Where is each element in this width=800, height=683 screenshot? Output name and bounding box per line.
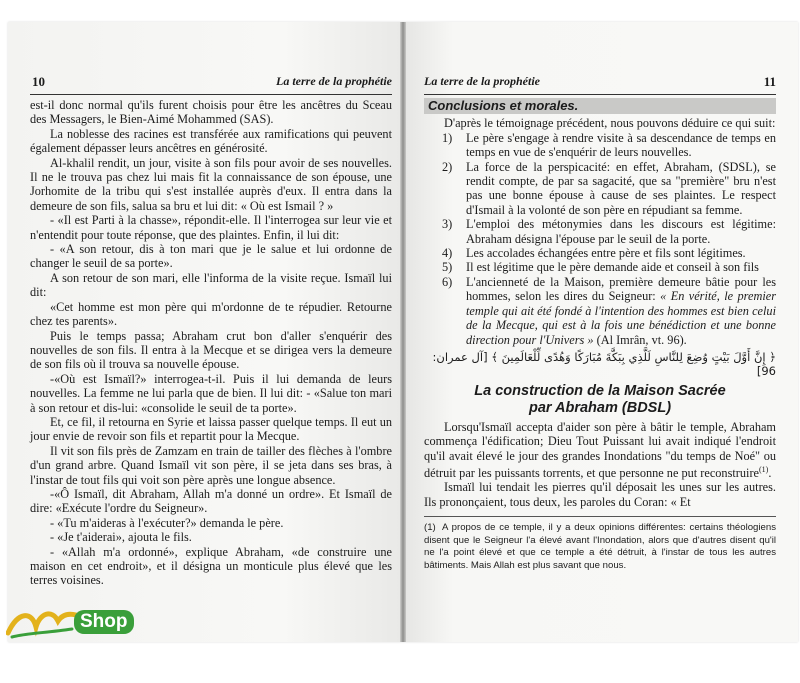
item-text: La force de la perspicacité: en effet, Abraham, (SDSL), se rendit compte, de par sa sagacité, que sa "première" bru n'est pas une bonne épouse à cause de ses plaintes. Le respect d'Ismail à la volonté de son père en répudiant sa femme. xyxy=(466,159,776,217)
section-title: Conclusions et morales. xyxy=(424,98,776,114)
paragraph: - «Allah m'a ordonné», explique Abraham, «de construire une maison en cet endroit», et il désigna un monticule plus élevé que les terres voisines. xyxy=(30,544,392,588)
left-page-header xyxy=(32,74,392,92)
paragraph-text: Lorsqu'Ismaïl accepta d'aider son père à bâtir le temple, Abraham commença l'édification; Dieu Tout Puissant lui avait indiqué l'endroit qu'il avait élevé le jour des grandes Inondations "du temps de Noé" ou détruit par les puissants torrents, et que personne ne put reconstruire xyxy=(424,419,776,481)
right-page xyxy=(406,22,798,642)
footnote-text: A propos de ce temple, il y a deux opinions différentes: certains théologiens disent que le Seigneur l'a élevé avant l'Inondation, alors que d'autres disent qu'il ne l'a point élevé et que ce temple a été détruit, à l'instar de tous les autres bâtiments. Mais Allah est plus savant que nous. xyxy=(424,522,776,572)
paragraph: Ismaïl lui tendait les pierres qu'il déposait les unes sur les autres. Ils prononçaient, tous deux, les paroles du Coran: « Et xyxy=(424,480,776,509)
list-item xyxy=(424,246,776,260)
paragraph: - «Il est Parti à la chasse», répondit-elle. Il l'interrogea sur leur vie et n'entendit pour toute réponse, que des plaintes. Enfin, il lui dit: xyxy=(30,213,392,242)
paragraph: - «Je t'aiderai», ajouta le fils. xyxy=(50,530,192,545)
item-text-end: (Al Imrân, vt. 96). xyxy=(593,332,687,347)
item-text: Le père s'engage à rendre visite à sa descendance de temps en temps en vue de s'enquérir de leurs nouvelles. xyxy=(466,130,776,160)
paragraph: - «A son retour, dis à ton mari que je le salue et lui ordonne de changer le seuil de sa porte». xyxy=(30,242,392,271)
paragraph: Puis le temps passa; Abraham crut bon d'aller s'enquérir des nouvelles de son fils. Il entra à la Mecque et se dirigea vers la demeure de son fils où il trouva sa nouvelle épouse. xyxy=(30,328,392,372)
list-item xyxy=(424,275,776,347)
left-page-body xyxy=(30,98,392,588)
subheading xyxy=(424,383,776,417)
item-number: 5) xyxy=(442,260,453,275)
item-number: 3) xyxy=(442,217,453,232)
paragraph: Al-khalil rendit, un jour, visite à son fils pour avoir de ses nouvelles. Il ne le trouva pas chez lui mais fit la connaissance de son épouse, une Jorhomite de la tribu qui s'est installée auprès d'eux. Il entra dans la demeure de son fils, salua sa bru et lui dit: « Où est Ismail ? » xyxy=(30,155,392,213)
conclusions-list xyxy=(424,131,776,347)
paragraph: -«Où est Ismaïl?» interrogea-t-il. Puis il lui demanda de leurs nouvelles. La femme ne lui parla que de bien. Il lui dit: - «Salue ton mari à son retour et dis-lui: «consolide le seuil de ta porte». xyxy=(30,371,392,415)
paragraph: - «Tu m'aideras à l'exécuter?» demanda le père. xyxy=(50,515,284,530)
left-running-title: La terre de la prophétie xyxy=(276,74,392,88)
header-rule xyxy=(30,94,392,95)
item-text: L'ancienneté de la Maison, première demeure bâtie pour les hommes, selon les dires du Seigneur: xyxy=(466,274,776,304)
paragraph: La noblesse des racines est transférée aux ramifications qui peuvent également dépasser leurs ancêtres en générosité. xyxy=(30,126,392,156)
subheading-line: La construction de la Maison Sacrée xyxy=(474,382,726,399)
paragraph-end: . xyxy=(768,466,772,481)
item-number: 2) xyxy=(442,159,453,174)
footnote-rule xyxy=(424,516,776,517)
item-number: 6) xyxy=(442,274,453,289)
list-item xyxy=(424,131,776,160)
left-page xyxy=(8,22,400,642)
item-number: 1) xyxy=(442,130,453,145)
shop-logo[interactable] xyxy=(6,603,136,643)
arabic-verse: ﴿ إِنَّ أَوَّلَ بَيْتٍ وُضِعَ لِلنَّاسِ لَلَّذِي بِبَكَّةَ مُبَارَكًا وَهُدًى لِّلْعَالَمِينَ ﴾ [آل عمران: 96] xyxy=(432,349,776,379)
left-page-number: 10 xyxy=(32,74,45,89)
item-text: Il est légitime que le père demande aide et conseil à son fils xyxy=(466,260,759,275)
paragraph: Il vit son fils près de Zamzam en train de tailler des flèches à l'ombre d'un grand arbre. Quand Ismaïl vit son père, il se jeta dans ses bras, à l'instar de tout fils qui voit son père après une longue absence. xyxy=(30,443,392,487)
list-item xyxy=(424,217,776,246)
paragraph xyxy=(424,420,776,481)
open-book xyxy=(8,22,798,642)
item-number: 4) xyxy=(442,246,453,261)
list-item xyxy=(424,260,776,274)
footnote-marker: (1) xyxy=(424,522,436,534)
paragraph: «Cet homme est mon père qui m'ordonne de te répudier. Retourne chez tes parents». xyxy=(30,299,392,329)
quran-quote: « En vérité, le premier temple qui ait été fondé à l'intention des hommes est bien celui de la Mecque, qui est à la fois une bénédiction et une bonne direction pour l'Univers » xyxy=(466,289,776,347)
logo-text: Shop xyxy=(74,610,134,634)
subheading-line: par Abraham (BDSL) xyxy=(528,399,672,416)
header-rule xyxy=(424,94,776,95)
right-page-header xyxy=(424,74,776,92)
right-running-title: La terre de la prophétie xyxy=(424,74,540,88)
paragraph: A son retour de son mari, elle l'informa de la visite reçue. Ismaïl lui dit: xyxy=(30,270,392,300)
item-text: Les accolades échangées entre père et fils sont légitimes. xyxy=(466,246,746,261)
paragraph: est-il donc normal qu'ils furent choisis pour être les ancêtres du Sceau des Messagers, le Bien-Aimé Mohammed (SAS). xyxy=(30,98,392,127)
footnote-ref: (1) xyxy=(759,464,769,474)
list-item xyxy=(424,160,776,218)
paragraph: -«Ô Ismaïl, dit Abraham, Allah m'a donné un ordre». Et Ismaïl de dire: «Exécute l'ordre du Seigneur». xyxy=(30,486,392,516)
item-text: L'emploi des métonymies dans les discours est légitime: Abraham désigna l'épouse par le seuil de la porte. xyxy=(466,217,776,246)
footnote xyxy=(424,522,776,572)
paragraph: Et, ce fil, il retourna en Syrie et laissa passer quelque temps. Il eut un jour envie de revoir son fils et repartit pour la Mecque. xyxy=(30,414,392,444)
right-page-number: 11 xyxy=(763,74,776,89)
intro-paragraph: D'après le témoignage précédent, nous pouvons déduire ce qui suit: xyxy=(444,116,776,131)
right-page-body xyxy=(424,98,776,573)
